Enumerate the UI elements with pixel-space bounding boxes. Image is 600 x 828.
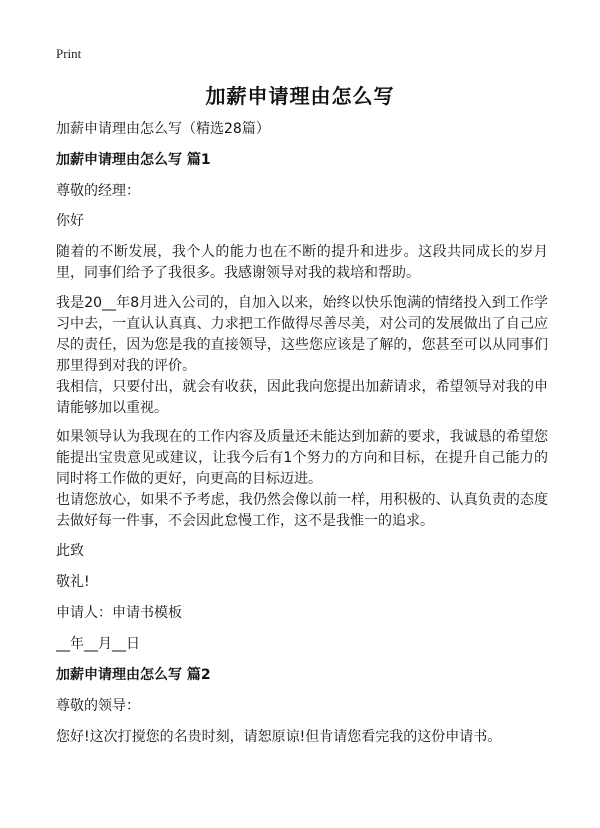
section-1-paragraph-5: 也请您放心，如果不予考虑，我仍然会像以前一样，用积极的、认真负责的态度去做好每一件事，不会因此怠慢工作，这不是我惟一的追求。: [56, 492, 548, 529]
section-1-closing-1: 此致: [56, 543, 84, 559]
print-link[interactable]: Print: [56, 46, 82, 61]
section-1-paragraph-1: 随着的不断发展，我个人的能力也在不断的提升和进步。这段共同成长的岁月里，同事们给予了我很多。我感谢领导对我的栽培和帮助。: [56, 244, 548, 281]
section-2-heading: 加薪申请理由怎么写 篇2: [56, 667, 211, 683]
section-1-applicant: 申请人：申请书模板: [56, 605, 182, 621]
section-1-date: __年__月__日: [56, 636, 140, 652]
section-1-salutation: 尊敬的经理：: [56, 183, 140, 199]
section-2-paragraph-1: 您好!这次打搅您的名贵时刻，请恕原谅!但肯请您看完我的这份申请书。: [56, 729, 502, 745]
section-1-paragraph-2: 我是20__年8月进入公司的，自加入以来，始终以快乐饱满的情绪投入到工作学习中去，一直认认真真、力求把工作做得尽善尽美，对公司的发展做出了自己应尽的责任，因为您是我的直接领导，这些您应该是了解的，您甚至可以从同事们那里得到对我的评价。: [56, 295, 548, 374]
section-1-paragraph-4: 如果领导认为我现在的工作内容及质量还未能达到加薪的要求，我诚恳的希望您能提出宝贵意见或建议，让我今后有1个努力的方向和目标，在提升自己能力的同时将工作做的更好，向更高的目标迈进。: [56, 429, 548, 487]
section-1-heading: 加薪申请理由怎么写 篇1: [56, 152, 211, 168]
section-1-paragraph-3: 我相信，只要付出，就会有收获，因此我向您提出加薪请求，希望领导对我的申请能够加以重视。: [56, 379, 548, 416]
section-1-closing-2: 敬礼!: [56, 574, 90, 590]
section-1-greeting: 你好: [56, 213, 84, 229]
document-subtitle: 加薪申请理由怎么写（精选28篇）: [56, 121, 270, 137]
page-title: 加薪申请理由怎么写: [205, 84, 395, 108]
section-2-salutation: 尊敬的领导：: [56, 698, 140, 714]
